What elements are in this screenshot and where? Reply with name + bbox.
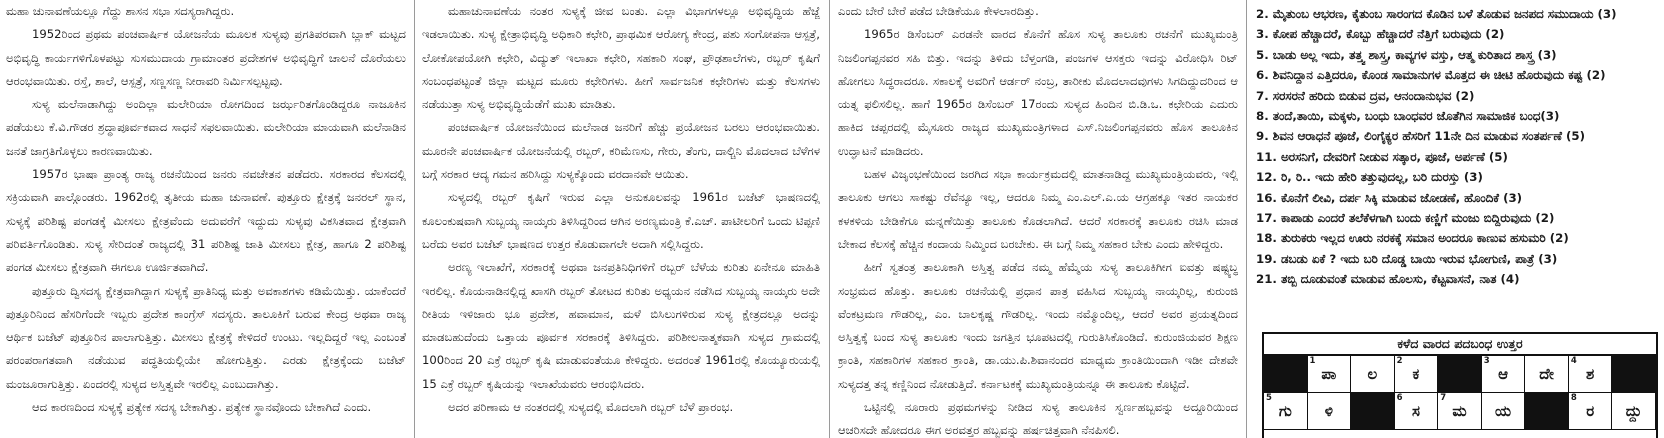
crossword-cell-number: 5 — [1266, 393, 1272, 403]
crossword-cell — [1612, 393, 1656, 430]
crossword-cell-number: 7 — [1440, 393, 1447, 403]
column-divider — [414, 0, 415, 438]
crossword-cell-letter: ಸ — [1411, 402, 1420, 420]
crossword-cell — [1308, 393, 1352, 430]
crossword-cell-letter: ಆ — [1498, 365, 1508, 383]
crossword-clue: 16. ಕೊನೆಗೆ ಲೀವಿ, ದರ್ಪ ಸಿಕ್ಕಿ ಮಾಡುವ ಜೋಡಣೆ, ಹೊಂದಿಕೆ (3) — [1256, 190, 1523, 205]
article-paragraph: ಆದ ಕಾರಣದಿಂದ ಸುಳ್ಯಕ್ಕೆ ಪ್ರತ್ಯೇಕ ಸದಸ್ಯ ಬೇಕಾಗಿತ್ತು. ಪ್ರತ್ಯೇಕ ಸ್ಥಾನವೊಂದು ಬೇಕಾಗಿದೆ ಎಂದು. — [32, 400, 372, 415]
crossword-cell-number: 1 — [1309, 356, 1316, 366]
article-paragraph: ಅರಣ್ಯ ಇಲಾಖೆಗೆ, ಸರಕಾರಕ್ಕೆ ಅಥವಾ ಜನಪ್ರತಿನಿಧಿಗಳಿಗೆ ರಬ್ಬರ್ ಬೆಳೆಯ ಕುರಿತು ಏನೇನೂ ಮಾಹಿತಿ ಇರಲಿಲ್ಲ. ಕೊಯನಾಡಿನಲ್ಲಿದ್ದ ಖಾಸಗಿ ರಬ್ಬರ್ ತೋಟದ ಕುರಿತು ಅಧ್ಯಯನ ನಡೆಸಿದ ಸುಬ್ಬಯ್ಯ ನಾಯ್ಕರು ಅದೇ ರೀತಿಯ ಇಳಿಜಾರು ಭೂ ಪ್ರದೇಶ, ಹವಾಮಾನ, ಮಳೆ ಬಿಸಿಲುಗಳಿರುವ ಸುಳ್ಯ ಕ್ಷೇತ್ರದಲ್ಲೂ ಅದನ್ನು ಮಾಡಬಹುದೆಂದು ಒತ್ತಾಯ ಪೂರ್ವಕ ಸರಕಾರಕ್ಕೆ ತಿಳಿಸಿದ್ದರು. ಪರಿಶೀಲನಾತ್ಮಕವಾಗಿ ಸುಳ್ಯದ ಗ್ರಾಮದಲ್ಲಿ 100ರಿಂದ 20 ಎಕ್ರೆ ರಬ್ಬರ್ ಕೃಷಿ ಮಾಡುವಂತೆಯೂ ಕೇಳಿದ್ದರು. ಅದರಂತೆ 1961ರಲ್ಲಿ ಕೊಯ್ಯೂರುಯಲ್ಲಿ 15 ಎಕ್ರೆ ರಬ್ಬರ್ ಕೃಷಿಯನ್ನು ಇಲಾಖೆಯವರು ಆರಂಭಿಸಿದರು. — [422, 260, 820, 391]
crossword-clue: 21. ತಬ್ಬಿ ದೂಡುವಂತೆ ಮಾಡುವ ಹೊಲಸು, ಕೆಟ್ಟವಾಸನೆ, ನಾತ (4) — [1256, 272, 1520, 287]
crossword-clue: 7. ಸರಸರನೆ ಹರಿದು ಬಿಡುವ ದ್ರವ, ಆನಂದಾನುಭವ (2) — [1256, 88, 1475, 103]
crossword-cell-letter: ಶ — [1586, 365, 1595, 383]
crossword-clue: 6. ಶಿವನಿದ್ದಾನ ಎತ್ತಿದರೂ, ಕೊಂಡ ಸಾಮಾನುಗಳ ಮೊತ್ತದ ಈ ಚೀಟಿ ಹೊರುವುದು ಕಷ್ಟ (2) — [1256, 68, 1606, 83]
article-paragraph: ಒಟ್ಟಿನಲ್ಲಿ ನೂರಾರು ಪ್ರಥಮಗಳನ್ನು ನೀಡಿದ ಸುಳ್ಯ ತಾಲೂಕಿನ ಸ್ವರ್ಣಹಬ್ಬವನ್ನು ಅದ್ದೂರಿಯಿಂದ ಆಚರಿಸದೇ ಹೋದರೂ ಈಗ ಅರವತ್ತರ ಹಬ್ಬವನ್ನು ಹರ್ಷಚಿತ್ತವಾಗಿ ನೆನಪಿಸಲಿ. — [838, 400, 1238, 438]
article-paragraph: ಬಹಳ ವಿಜೃಂಭಣೆಯಿಂದ ಜರಗಿದ ಸಭಾ ಕಾರ್ಯಕ್ರಮದಲ್ಲಿ ಮಾತನಾಡಿದ್ದ ಮುಖ್ಯಮಂತ್ರಿಯವರು, ಇಲ್ಲಿ ತಾಲೂಕು ಆಗಲು ಸಾಕಷ್ಟು ರೆವೆನ್ಯೂ ಇಲ್ಲ, ಆದರೂ ನಿಮ್ಮ ಎಂ.ಎಲ್.ಎ.ಯ ಆಗ್ರಹಕ್ಕೂ ಇತರ ನಾಯಕರ ಕಳಕಳಿಯ ಬೇಡಿಕೆಗೂ ಮನ್ನಣೆಯಿತ್ತು ತಾಲೂಕು ಕೊಡಲಾಗಿದೆ. ಆದರೆ ಸರಕಾರಕ್ಕೆ ತಾಲೂಕು ರಚಿಸಿ ಮಾಡ ಬೇಕಾದ ಕೆಲಸಕ್ಕೆ ಹೆಚ್ಚಿನ ಕಂದಾಯ ನಿಮ್ಮಿಂದ ಬರಬೇಕು. ಈ ಬಗ್ಗೆ ನಿಮ್ಮ ಸಹಕಾರ ಬೇಕು ಎಂದು ಹೇಳಿದ್ದರು. — [838, 167, 1238, 251]
crossword-cell-number: 6 — [1396, 393, 1403, 403]
crossword-cell — [1482, 393, 1526, 430]
crossword-cell-letter: ಪಾ — [1321, 365, 1337, 383]
crossword-clue: 19. ಡಬಡು ಏಕೆ ? ಇದು ಬರಿ ದೊಡ್ಡ ಬಾಯಿ ಇರುವ ಭೋಗುಣಿ, ಪಾತ್ರೆ (3) — [1256, 251, 1558, 266]
crossword-cell — [1569, 393, 1613, 430]
crossword-solution-box — [1262, 332, 1658, 438]
crossword-cell — [1569, 356, 1613, 393]
crossword-cell-letter: ರ — [1586, 402, 1595, 420]
article-paragraph: ಸುಳ್ಯದಲ್ಲಿ ರಬ್ಬರ್ ಕೃಷಿಗೆ ಇರುವ ಎಲ್ಲಾ ಅನುಕೂಲವನ್ನು 1961ರ ಬಜೆಟ್ ಭಾಷಣದಲ್ಲಿ ಕೂಲಂಕುಷವಾಗಿ ಸುಬ್ಬಯ್ಯ ನಾಯ್ಕರು ತಿಳಿಸಿದ್ದರಿಂದ ಆಗಿನ ಅರಣ್ಯಮಂತ್ರಿ ಕೆ.ಎಚ್. ಪಾಟೀಲರಿಗೆ ಒಂದು ಟಿಪ್ಪಣಿ ಬರೆದು ಅವರ ಬಜೆಟ್ ಭಾಷಣದ ಉತ್ತರ ಕೊಡುವಾಗಲೇ ಅದಾಗಿ ಸಲ್ಲಿಸಿದ್ದರು. — [422, 190, 820, 251]
crossword-cell-letter: ದೇ — [1539, 365, 1554, 383]
article-paragraph: ಮಹಾ ಚುನಾವಣೆಯಲ್ಲೂ ಗೆದ್ದು ಶಾಸನ ಸಭಾ ಸದಸ್ಯರಾಗಿದ್ದರು. — [6, 4, 235, 18]
article-column-2 — [422, 0, 820, 438]
crossword-black-cell — [1264, 356, 1308, 393]
crossword-cell-letter: ದ್ದು — [1625, 402, 1642, 420]
crossword-cell-number: 8 — [1570, 393, 1577, 403]
crossword-cell — [1308, 356, 1352, 393]
article-paragraph: ಅದರ ಪರಿಣಾಮ ಆ ನಂತರದಲ್ಲಿ ಸುಳ್ಯದಲ್ಲಿ ಮೊದಲಾಗಿ ರಬ್ಬರ್ ಬೆಳೆ ಪ್ರಾರಂಭ. — [448, 400, 734, 415]
crossword-clue: 11. ಅರಸನಿಗೆ, ದೇವರಿಗೆ ನೀಡುವ ಸತ್ಕಾರ, ಪೂಜೆ, ಅರ್ಪಣೆ (5) — [1256, 149, 1508, 164]
crossword-clue: 8. ತಂದೆ,ತಾಯಿ, ಮಕ್ಕಳು, ಬಂಧು ಬಾಂಧವರ ಜೊತೆಗಿನ ಸಾಮಾಜಿಕ ಬಂಧ(3) — [1256, 109, 1560, 124]
article-paragraph: 1952ರಿಂದ ಪ್ರಥಮ ಪಂಚವಾರ್ಷಿಕ ಯೋಜನೆಯ ಮೂಲಕ ಸುಳ್ಯವು ಪ್ರಗತಿಪರವಾಗಿ ಬ್ಲಾಕ್ ಮಟ್ಟದ ಅಭಿವೃದ್ಧಿ ಕಾರ್ಯಗಳಿಗೊಳಪಟ್ಟು ಸುಸಮುದಾಯ ಗ್ರಾಮಾಂತರ ಪ್ರದೇಶಗಳ ಅಭಿವೃದ್ಧಿಗೆ ಚಾಲನೆ ದೊರೆಯಲು ಆರಂಭವಾಯಿತು. ರಸ್ತೆ, ಶಾಲೆ, ಆಸ್ಪತ್ರೆ, ಸಣ್ಣಸಣ್ಣ ನೀರಾವರಿ ನಿರ್ಮಿಸಲ್ಪಟ್ಟವು. — [6, 27, 406, 88]
crossword-cell — [1482, 356, 1526, 393]
crossword-cell-letter: ಕ — [1412, 365, 1420, 383]
crossword-cell — [1395, 356, 1439, 393]
article-paragraph: ಹೀಗೆ ಸ್ವತಂತ್ರ ತಾಲೂಕಾಗಿ ಅಸ್ತಿತ್ವ ಪಡೆದ ನಮ್ಮ ಹೆಮ್ಮೆಯ ಸುಳ್ಯ ತಾಲೂಕಿಗೀಗ ಐವತ್ತು ಷಷ್ಟ್ಯಬ್ಧ ಸಂಭ್ರಮದ ಹೊತ್ತು. ತಾಲೂಕು ರಚನೆಯಲ್ಲಿ ಪ್ರಧಾನ ಪಾತ್ರ ವಹಿಸಿದ ಸುಬ್ಬಯ್ಯ ನಾಯ್ಕರಿಲ್ಲ, ಕುರುಂಜಿ ವೆಂಕಟ್ರಮಣ ಗೌಡರಿಲ್ಲ, ಎಂ. ಬಾಲಕೃಷ್ಣ ಗೌಡರಿಲ್ಲ. ಇಂದು ನಮ್ಮೊಂದಿಲ್ಲ, ಆದರೆ ಅವರ ಪ್ರಯತ್ನದಿಂದ ಅಸ್ತಿತ್ವಕ್ಕೆ ಬಂದ ಸುಳ್ಯ ತಾಲೂಕು ಇಂದು ಜಗತ್ತಿನ ಭೂಪಟದಲ್ಲಿ ಗುರುತಿಸಿಕೊಂಡಿದೆ. ಕುರುಂಜಿಯವರ ಶಿಕ್ಷಣ ಕ್ರಾಂತಿ, ಸಹಕಾರಿಗಳ ಸಹಕಾರ ಕ್ರಾಂತಿ, ಡಾ.ಯು.ಪಿ.ಶಿವಾನಂದರ ಮಾಧ್ಯಮ ಕ್ರಾಂತಿಯಿಂದಾಗಿ ಇಡೀ ದೇಶವೇ ಸುಳ್ಯದತ್ತ ತನ್ನ ಕಣ್ಣಿನಿಂದ ನೋಡುತ್ತಿದೆ. ಕರ್ನಾಟಕಕ್ಕೆ ಮುಖ್ಯಮಂತ್ರಿಯನ್ನೂ ಈ ತಾಲೂಕು ಕೊಟ್ಟಿದೆ. — [838, 260, 1238, 391]
crossword-cell-letter: ಯ — [1495, 402, 1512, 420]
crossword-clue: 17. ಕಾಪಾಡು ಎಂದರೆ ತಲೆಕೆಳಗಾಗಿ ಬಂದು ಕಣ್ಣಿಗೆ ಮಂಜು ಬಿದ್ದಿರುವುದು (2) — [1256, 211, 1555, 226]
crossword-clue: 9. ಶಿವನ ಆರಾಧನೆ ಪೂಜೆ, ಲಿಂಗೈಕ್ಯರ ಹೆಸರಿಗೆ 11ನೇ ದಿನ ಮಾಡುವ ಸಂತರ್ಪಣೆ (5) — [1256, 129, 1586, 144]
crossword-clue: 2. ಮೈತುಂಬ ಆಭರಣ, ಕೈತುಂಬ ಸಾರಂಗದ ಕೊಡಿನ ಬಳೆ ತೊಡುವ ಜನಪದ ಸಮುದಾಯ (3) — [1256, 7, 1617, 21]
article-paragraph: ಮಹಾಚುನಾವಣೆಯ ನಂತರ ಸುಳ್ಯಕ್ಕೆ ಜೀವ ಬಂತು. ಎಲ್ಲಾ ವಿಭಾಗಗಳಲ್ಲೂ ಅಭಿವೃದ್ಧಿಯ ಹೆಜ್ಜೆ ಇಡಲಾಯಿತು. ಸುಳ್ಯ ಕ್ಷೇತ್ರಾಭಿವೃದ್ಧಿ ಅಧಿಕಾರಿ ಕಛೇರಿ, ಪ್ರಾಥಮಿಕ ಆರೋಗ್ಯ ಕೇಂದ್ರ, ಪಶು ಸಂಗೋಪನಾ ಆಸ್ಪತ್ರೆ, ಲೋಕೋಪಯೋಗಿ ಕಛೇರಿ, ವಿದ್ಯುತ್ ಇಲಾಖಾ ಕಛೇರಿ, ಸಹಕಾರಿ ಸಂಘ, ಪ್ರೌಢಶಾಲೆಗಳು, ರಬ್ಬರ್ ಕೃಷಿಗೆ ಸಂಬಂಧಪಟ್ಟಂತೆ ಜಿಲ್ಲಾ ಮಟ್ಟದ ಮೂರು ಕಛೇರಿಗಳು. ಹೀಗೆ ಸಾರ್ವಜನಿಕ ಕಛೇರಿಗಳು ಮತ್ತು ಕೆಲಸಗಳು ನಡೆಯುತ್ತಾ ಸುಳ್ಯ ಅಭಿವೃದ್ಧಿಯೆಡೆಗೆ ಮುಖ ಮಾಡಿತು. — [422, 4, 820, 112]
crossword-cell-number: 4 — [1570, 356, 1577, 366]
article-paragraph: ಎಂದು ಬೇರೆ ಬೇರೆ ಪಡೆದ ಬೇಡಿಕೆಯೂ ಕೇಳಲಾರದಿತ್ತು. — [838, 4, 1039, 18]
crossword-black-cell — [1525, 393, 1569, 430]
article-paragraph: 1957ರ ಭಾಷಾ ಪ್ರಾಂತ್ಯ ರಾಜ್ಯ ರಚನೆಯಿಂದ ಜನರು ನವಚೇತನ ಪಡೆದರು. ಸರಕಾರದ ಕೆಲಸದಲ್ಲಿ ಸಕ್ರಿಯವಾಗಿ ಪಾಲ್ಗೊಂಡರು. 1962ರಲ್ಲಿ ತೃತೀಯ ಮಹಾ ಚುನಾವಣೆ. ಪುತ್ತೂರು ಕ್ಷೇತ್ರಕ್ಕೆ ಜನರಲ್ ಸ್ಥಾನ, ಸುಳ್ಯಕ್ಕೆ ಪರಿಶಿಷ್ಟ ಪಂಗಡಕ್ಕೆ ಮೀಸಲು ಕ್ಷೇತ್ರವೆಂದು ಅದುವರೆಗೆ ಇದ್ದುದು ಸುಳ್ಯವು ವಿಕಸಿತವಾದ ಕ್ಷೇತ್ರವಾಗಿ ಪರಿವರ್ತಿಗೊಂಡಿತು. ಸುಳ್ಯ ಸೇರಿದಂತೆ ರಾಜ್ಯದಲ್ಲಿ 31 ಪರಿಶಿಷ್ಟ ಜಾತಿ ಮೀಸಲು ಕ್ಷೇತ್ರ, ಹಾಗೂ 2 ಪರಿಶಿಷ್ಟ ಪಂಗಡ ಮೀಸಲು ಕ್ಷೇತ್ರವಾಗಿ ಈಗಲೂ ಊರ್ಜಿತವಾಗಿದೆ. — [6, 167, 406, 275]
crossword-clue: 18. ತುರುಕರು ಇಲ್ಲದ ಊರು ನರಕಕ್ಕೆ ಸಮಾನ ಅಂದರೂ ಕಾಣುವ ಹಸುಮರಿ (2) — [1256, 231, 1569, 246]
crossword-clue: 3. ಕೋಪ ಹೆಚ್ಚಾದರೆ, ಕೊಬ್ಬು ಹೆಚ್ಚಾದರೆ ನೆತ್ತಿಗೆ ಬರುವುದು (2) — [1256, 27, 1505, 42]
crossword-cell-letter: ಲ — [1367, 365, 1378, 383]
crossword-black-cell — [1351, 393, 1395, 430]
crossword-cell — [1525, 356, 1569, 393]
crossword-cell — [1351, 356, 1395, 393]
crossword-black-cell — [1612, 356, 1656, 393]
article-column-1 — [6, 0, 406, 438]
crossword-clue: 5. ಬಾಡು ಅಲ್ಲ ಇದು, ತತ್ತ್ವ ಶಾಸ್ತ್ರ, ಕಾವ್ಯಗಳ ವಸ್ತು, ಆತ್ಮ ಕುರಿತಾದ ಶಾಸ್ತ್ರ (3) — [1256, 47, 1557, 62]
crossword-black-cell — [1438, 356, 1482, 393]
crossword-solution-title: ಕಳೆದ ವಾರದ ಪದಬಂಧ ಉತ್ತರ — [1264, 334, 1656, 356]
crossword-solution-grid — [1264, 356, 1656, 430]
column-divider — [829, 0, 830, 438]
article-paragraph: 1965ರ ಡಿಸೆಂಬರ್ ಎರಡನೇ ವಾರದ ಕೊನೆಗೆ ಹೊಸ ಸುಳ್ಯ ತಾಲೂಕು ರಚನೆಗೆ ಮುಖ್ಯಮಂತ್ರಿ ನಿಜಲಿಂಗಪ್ಪನವರ ಸಹಿ ಬಿತ್ತು. ಇದನ್ನು ತಿಳಿದು ಬೆಳ್ತಂಗಡಿ, ಪಂಜಗಳ ಆಸಕ್ತರು ಇದನ್ನು ವಿರೋಧಿಸಿ ರಿಟ್ ಹೋಗಲು ಸಿದ್ಧರಾದರೂ. ಸಕಾಲಕ್ಕೆ ಅವರಿಗೆ ಆರ್ಡರ್ ನಂಬ್ರ, ತಾರೀಕು ಮೊದಲಾದವುಗಳು ಸಿಗದಿದ್ದುದರಿಂದ ಆ ಯತ್ನ ಫಲಿಸಲಿಲ್ಲ. ಹಾಗೆ 1965ರ ಡಿಸೆಂಬರ್ 17ರಂದು ಸುಳ್ಯದ ಹಿಂದಿನ ಬಿ.ಡಿ.ಒ. ಕಛೇರಿಯ ಎದುರು ಹಾಕಿದ ಚಪ್ಪರದಲ್ಲಿ ಮೈಸೂರು ರಾಜ್ಯದ ಮುಖ್ಯಮಂತ್ರಿಗಳಾದ ಎಸ್.ನಿಜಲಿಂಗಪ್ಪನವರು ಹೊಸ ತಾಲೂಕಿನ ಉದ್ಘಾಟನೆ ಮಾಡಿದರು. — [838, 27, 1238, 158]
crossword-cell-number: 2 — [1396, 356, 1403, 366]
crossword-cell — [1264, 393, 1308, 430]
crossword-cell — [1438, 393, 1482, 430]
crossword-clue: 12. ರಿ, ರಿ.. ಇದು ಹೇರಿ ತತ್ತುವುದಲ್ಲ, ಬರಿ ದುರಸ್ತು (3) — [1256, 170, 1483, 185]
crossword-cell-number: 3 — [1483, 356, 1490, 366]
crossword-cell-letter: ಗು — [1278, 402, 1292, 420]
article-column-3 — [838, 0, 1238, 438]
article-paragraph: ಪುತ್ತೂರು ದ್ವಿಸದಸ್ಯ ಕ್ಷೇತ್ರವಾಗಿದ್ದಾಗ ಸುಳ್ಯಕ್ಕೆ ಪ್ರಾತಿನಿಧ್ಯ ಮತ್ತು ಅವಕಾಶಗಳು ಕಡಿಮೆಯಿತ್ತು. ಯಾಕೆಂದರೆ ಪುತ್ತೂರಿನಿಂದ ಹೆಸರಿಗೆಂದೇ ಇಬ್ಬರು ಪ್ರದೇಶ ಕಾಂಗ್ರೆಸ್ ಸದಸ್ಯರು. ತಾಲೂಕಿಗೆ ಬರುವ ಕೇಂದ್ರ ಅಥವಾ ರಾಜ್ಯ ಆರ್ಥಿಕ ಬಜೆಟ್ ಪುತ್ತೂರಿನ ಪಾಲಾಗುತ್ತಿತ್ತು. ಮೀಸಲು ಕ್ಷೇತ್ರಕ್ಕೆ ಕೇಳಿದರೆ ಉಂಟು. ಇಲ್ಲದಿದ್ದರೆ ಇಲ್ಲ ಎಂಬಂತೆ ಪರಂಪರಾಗತವಾಗಿ ನಡೆಯುವ ಪದ್ಧತಿಯಲ್ಲಿಯೇ ಹೋಗುತ್ತಿತ್ತು. ಎರಡು ಕ್ಷೇತ್ರಕ್ಕೆಂದು ಬಜೆಟ್ ಮಂಜೂರಾಗುತ್ತಿತ್ತು. ಏಂದರಲ್ಲಿ ಸುಳ್ಯದ ಅಸ್ತಿತ್ವವೇ ಇರಲಿಲ್ಲ ಎಂಬುದಾಗಿತ್ತು. — [6, 283, 406, 391]
article-paragraph: ಸುಳ್ಯ ಮಲೆನಾಡಾಗಿದ್ದು ಅಂದಿಲ್ಲಾ ಮಲೇರಿಯಾ ರೋಗದಿಂದ ಜರ್ಝರಿತಗೊಂಡಿದ್ದರೂ ನಾಜೂಕಿನ ಪಡೆಯಲು ಕೆ.ವಿ.ಗೌಡರ ಶ್ರದ್ಧಾಪೂರ್ವಕವಾದ ಸಾಧನೆ ಸಫಲವಾಯಿತು. ಮಲೇರಿಯಾ ಮಾಯವಾಗಿ ಮಲೆನಾಡಿನ ಜನತೆ ಜಾಗ್ರತಿಗೊಳ್ಳಲು ಕಾರಣವಾಯಿತು. — [6, 97, 406, 158]
crossword-cell-letter: ಳಿ — [1324, 402, 1333, 420]
crossword-clues-list — [1256, 4, 1658, 290]
article-paragraph: ಪಂಚವಾರ್ಷಿಕ ಯೋಜನೆಯಿಂದ ಮಲೆನಾಡ ಜನರಿಗೆ ಹೆಚ್ಚು ಪ್ರಯೋಜನ ಬರಲು ಆರಂಭವಾಯಿತು. ಮೂರನೇ ಪಂಚವಾರ್ಷಿಕ ಯೋಜನೆಯಲ್ಲಿ ರಬ್ಬರ್, ಕರಿಮೆಣಸು, ಗೇರು, ತೆಂಗು, ದಾಲ್ಚಿನಿ ಮೊದಲಾದ ಬೆಳೆಗಳ ಬಗ್ಗೆ ಸರಕಾರ ಆದ್ಯ ಗಮನ ಹರಿಸಿದ್ದು ಸುಳ್ಯಕ್ಕೊಂದು ವರದಾನವೇ ಆಯಿತು. — [422, 120, 820, 182]
column-divider — [1246, 0, 1247, 438]
crossword-cell-letter: ಮ — [1452, 402, 1467, 420]
crossword-cell — [1395, 393, 1439, 430]
